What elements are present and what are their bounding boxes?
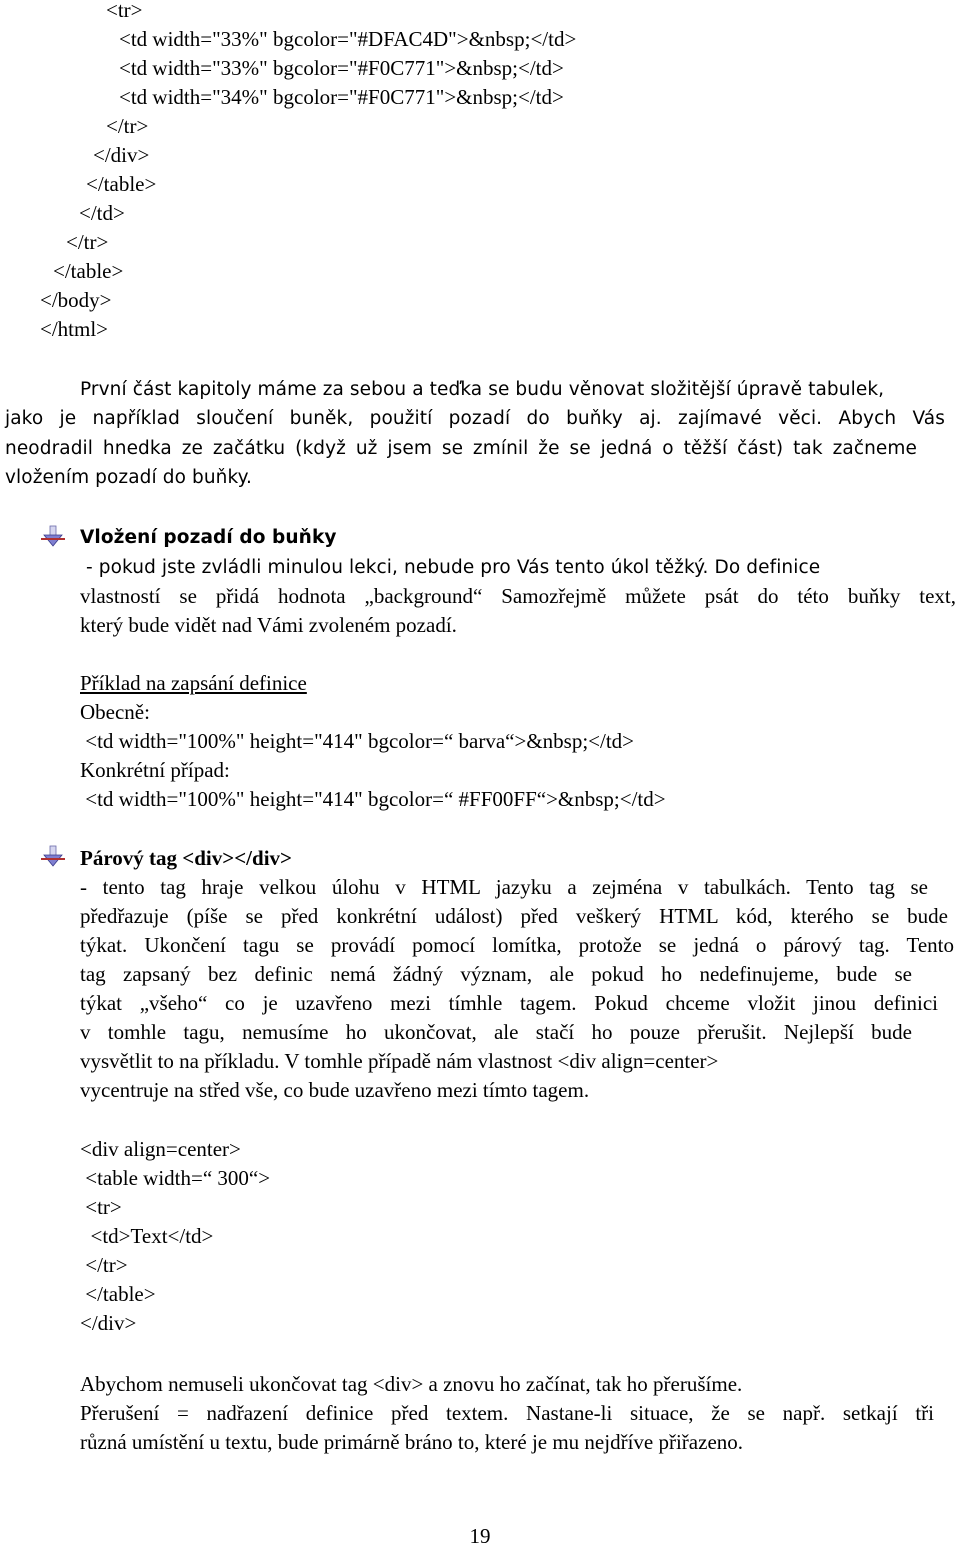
code-line: </div> — [80, 1311, 137, 1335]
code-line: </table> — [86, 172, 157, 196]
code-line: </tr> — [80, 1253, 128, 1277]
body-line: Abychom nemuseli ukončovat tag <div> a znovu ho začínat, tak ho přerušíme. — [80, 1372, 743, 1396]
code-line: </table> — [80, 1282, 156, 1306]
code-line: <td width="33%" bgcolor="#F0C771">&nbsp;</td> — [119, 56, 564, 80]
body-line: předřazuje (píše se před konkrétní událost) před veškerý HTML kód, kterého se bude — [80, 904, 948, 928]
section-heading: Párový tag <div></div> — [80, 846, 292, 870]
general-label: Obecně: — [80, 700, 150, 724]
code-line: <td width="34%" bgcolor="#F0C771">&nbsp;</td> — [119, 85, 564, 109]
body-line: - tento tag hraje velkou úlohu v HTML jazyku a zejména v tabulkách. Tento tag se — [80, 875, 928, 899]
bullet-arrow-icon — [41, 845, 65, 867]
body-line: různá umístění u textu, bude primárně bráno to, které je mu nejdříve přiřazeno. — [80, 1430, 744, 1454]
body-line: vysvětlit to na příkladu. V tomhle případě nám vlastnost <div align=center> — [80, 1049, 719, 1073]
code-line: </html> — [40, 317, 109, 341]
code-line: </table> — [53, 259, 124, 283]
body-line: - pokud jste zvládli minulou lekci, nebude pro Vás tento úkol těžký. Do definice — [80, 557, 821, 578]
example-title: Příklad na zapsání definice — [80, 671, 307, 695]
code-line: <tr> — [80, 1195, 122, 1219]
code-line: <td>Text</td> — [80, 1224, 214, 1248]
specific-code: <td width="100%" height="414" bgcolor=“ #FF00FF“>&nbsp;</td> — [80, 787, 666, 811]
body-line: v tomhle tagu, nemusíme ho ukončovat, ale stačí ho pouze přerušit. Nejlepší bude — [80, 1020, 912, 1044]
code-line: </tr> — [106, 114, 149, 138]
body-line: týkat „všeho“ co je uzavřeno mezi tímhle tagem. Pokud chceme vložit jinou definici — [80, 991, 938, 1015]
specific-label: Konkrétní případ: — [80, 758, 230, 782]
body-line: vycentruje na střed vše, co bude uzavřeno mezi tímto tagem. — [80, 1078, 590, 1102]
intro-line: vložením pozadí do buňky. — [5, 467, 253, 488]
body-line: tag zapsaný bez definic nemá žádný význam, ale pokud ho nedefinujeme, bude se — [80, 962, 912, 986]
intro-line: jako je například sloučení buněk, použití pozadí do buňky aj. zajímavé věci. Abych Vás — [5, 408, 945, 429]
body-line: který bude vidět nad Vámi zvoleném pozadí. — [80, 613, 457, 637]
bullet-arrow-icon — [41, 525, 65, 547]
body-line: Přerušení = nadřazení definice před textem. Nastane-li situace, že se např. setkají tři — [80, 1401, 934, 1425]
code-line: <tr> — [106, 0, 143, 22]
code-line: <div align=center> — [80, 1137, 241, 1161]
body-line: týkat. Ukončení tagu se provádí pomocí lomítka, protože se jedná o párový tag. Tento — [80, 933, 954, 957]
code-line: <table width=“ 300“> — [80, 1166, 271, 1190]
general-code: <td width="100%" height="414" bgcolor=“ barva“>&nbsp;</td> — [80, 729, 635, 753]
intro-line: neodradil hnedka ze začátku (když už jsem se zmínil že se jedná o těžší část) tak začneme — [5, 438, 917, 459]
body-line: vlastností se přidá hodnota „background“ Samozřejmě můžete psát do této buňky text, — [80, 584, 956, 608]
code-line: </div> — [93, 143, 150, 167]
page-number: 19 — [469, 1524, 491, 1548]
intro-line: První část kapitoly máme za sebou a teďka se budu věnovat složitější úpravě tabulek, — [80, 379, 885, 400]
section-heading: Vložení pozadí do buňky — [80, 527, 337, 548]
code-line: <td width="33%" bgcolor="#DFAC4D">&nbsp;</td> — [119, 27, 577, 51]
code-line: </body> — [40, 288, 112, 312]
code-line: </td> — [79, 201, 125, 225]
code-line: </tr> — [66, 230, 109, 254]
